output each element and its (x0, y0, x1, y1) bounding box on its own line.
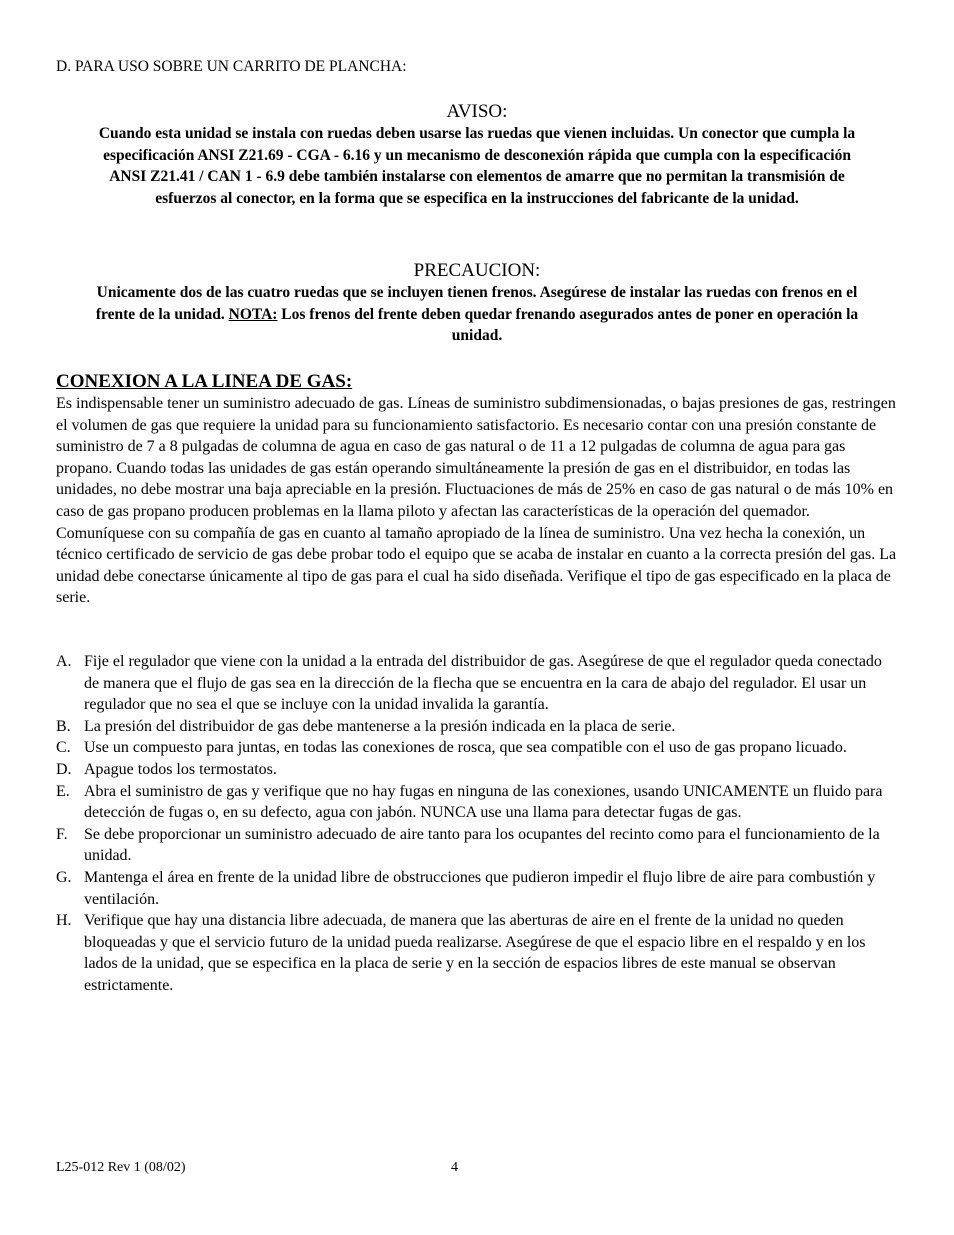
list-item-text: Use un compuesto para juntas, en todas las conexiones de rosca, que sea compatible con el uso de gas propano licuado. (84, 739, 847, 757)
list-item-text: Abra el suministro de gas y verifique que no hay fugas en ninguna de las conexiones, usando UNICAMENTE un fluido para detección de fugas o, en su defecto, agua con jabón. NUNCA use una llama para detectar fugas de gas. (84, 782, 883, 822)
precaucion-block (86, 259, 868, 347)
list-item-text: La presión del distribuidor de gas debe mantenerse a la presión indicada en la placa de serie. (84, 717, 676, 735)
list-item-letter: B. (56, 717, 71, 735)
aviso-text: Cuando esta unidad se instala con ruedas deben usarse las ruedas que vienen incluidas. Un conector que cumpla la especificación ANSI Z21.69 - CGA - 6.16 y un mecanismo de desconexión rápida que cumpla con la especificación ANSI Z21.41 / CAN 1 - 6.9 debe también instalarse con elementos de amarre que no permitan la transmisión de esfuerzos al conector, en la forma que se especifica en la instrucciones del fabricante de la unidad. (98, 125, 856, 207)
list-item-text: Apague todos los termostatos. (84, 760, 277, 778)
precaucion-text (86, 282, 868, 347)
list-item-letter: G. (56, 868, 72, 886)
section-d-heading: D. PARA USO SOBRE UN CARRITO DE PLANCHA: (56, 58, 407, 75)
aviso-title: AVISO: (446, 101, 508, 122)
list-item-letter: D. (56, 760, 72, 778)
gas-connection-heading: CONEXION A LA LINEA DE GAS: (56, 371, 353, 392)
list-item-text: Fije el regulador que viene con la unidad a la entrada del distribuidor de gas. Asegúrese de que el regulador queda conectado de manera que el flujo de gas sea en la dirección de la flecha que se encuentra en la cara de abajo del regulador. El usar un regulador que no sea el que se incluye con la unidad invalida la garantía. (84, 653, 882, 714)
precaucion-title: PRECAUCION: (413, 260, 541, 281)
gas-connection-paragraph: Es indispensable tener un suministro adecuado de gas. Líneas de suministro subdimensionadas, o bajas presiones de gas, restringen el volumen de gas que requiere la unidad para su funcionamiento satisfactorio. Es necesario contar con una presión constante de suministro de 7 a 8 pulgadas de columna de agua en caso de gas natural o de 11 a 12 pulgadas de columna de agua para gas propano. Cuando todas las unidades de gas están operando simultáneamente la presión de gas en el distribuidor, en todas las unidades, no debe mostrar una baja apreciable en la presión. Fluctuaciones de más de 25% en caso de gas natural o de más 10% en caso de gas propano producen problemas en la llama piloto y afectan las características de la operación del quemador. Comuníquese con su compañía de gas en cuanto al tamaño apropiado de la línea de suministro. Una vez hecha la conexión, un técnico certificado de servicio de gas debe probar todo el equipo que se acaba de instalar en cuanto a la correcta presión del gas. La unidad debe conectarse únicamente al tipo de gas para el cual ha sido diseñada. Verifique el tipo de gas especificado en la placa de serie. (56, 395, 897, 607)
gas-steps-list (56, 651, 898, 997)
footer-page-number: 4 (451, 1160, 458, 1175)
list-item-text: Mantenga el área en frente de la unidad libre de obstrucciones que pudieron impedir el flujo libre de aire para combustión y ventilación. (84, 868, 876, 908)
list-item-letter: F. (56, 825, 68, 843)
list-item (56, 651, 898, 716)
list-item-text: Se debe proporcionar un suministro adecuado de aire tanto para los ocupantes del recinto como para el funcionamiento de la unidad. (84, 825, 880, 865)
list-item-letter: A. (56, 653, 72, 670)
list-item-letter: H. (56, 912, 72, 930)
precaucion-text-after: Los frenos del frente deben quedar frenando asegurados antes de poner en operación la unidad. (277, 305, 859, 344)
list-item-letter: E. (56, 782, 70, 800)
nota-label: NOTA: (228, 305, 278, 323)
precaucion-text-before: Unicamente dos de las cuatro ruedas que se incluyen tienen frenos. Asegúrese de instalar las ruedas con frenos en el frente de la unidad. (95, 284, 858, 323)
aviso-block (86, 100, 868, 209)
list-item-text: Verifique que hay una distancia libre adecuada, de manera que las aberturas de aire en el frente de la unidad no queden bloqueadas y que el servicio futuro de la unidad pueda realizarse. Asegúrese de que el espacio libre en el respaldo y en los lados de la unidad, que se especifica en la placa de serie y en la sección de espacios libres de este manual se observan estrictamente. (84, 912, 866, 994)
list-item (56, 716, 898, 738)
list-item (56, 867, 898, 910)
list-item (56, 781, 898, 824)
list-item (56, 759, 898, 781)
list-item-letter: C. (56, 739, 71, 757)
list-item (56, 737, 898, 759)
list-item (56, 910, 898, 996)
list-item (56, 824, 898, 867)
footer-doc-code: L25-012 Rev 1 (08/02) (56, 1160, 186, 1175)
